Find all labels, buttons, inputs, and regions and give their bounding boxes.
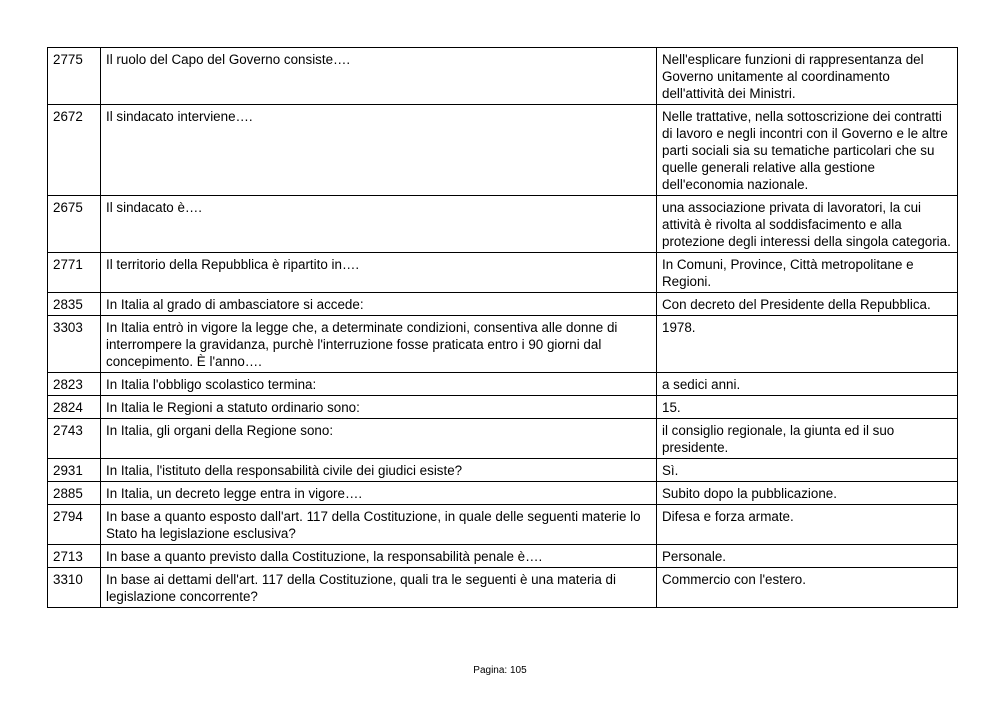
question-text: In Italia al grado di ambasciatore si accede: (101, 293, 657, 316)
table-row (48, 316, 958, 373)
question-text: Il sindacato è…. (101, 196, 657, 253)
question-text: In Italia, gli organi della Regione sono: (101, 419, 657, 459)
question-text: In base a quanto previsto dalla Costituzione, la responsabilità penale è…. (101, 545, 657, 568)
answer-text: 1978. (657, 316, 958, 373)
question-id: 2713 (48, 545, 101, 568)
answer-text: Commercio con l'estero. (657, 568, 958, 608)
table-row (48, 373, 958, 396)
answer-text: Personale. (657, 545, 958, 568)
answer-text: Con decreto del Presidente della Repubblica. (657, 293, 958, 316)
answer-text: Nell'esplicare funzioni di rappresentanza del Governo unitamente al coordinamento dell'attività dei Ministri. (657, 48, 958, 105)
question-id: 2775 (48, 48, 101, 105)
table-row (48, 505, 958, 545)
table-row (48, 196, 958, 253)
table-row (48, 253, 958, 293)
answer-text: il consiglio regionale, la giunta ed il suo presidente. (657, 419, 958, 459)
question-text: In Italia l'obbligo scolastico termina: (101, 373, 657, 396)
question-id: 2885 (48, 482, 101, 505)
answer-text: Difesa e forza armate. (657, 505, 958, 545)
question-text: In Italia le Regioni a statuto ordinario sono: (101, 396, 657, 419)
question-id: 2672 (48, 105, 101, 196)
table-body (48, 48, 958, 608)
answer-text: a sedici anni. (657, 373, 958, 396)
table-row (48, 482, 958, 505)
question-id: 2675 (48, 196, 101, 253)
question-id: 2771 (48, 253, 101, 293)
question-id: 2824 (48, 396, 101, 419)
question-text: Il sindacato interviene…. (101, 105, 657, 196)
question-text: In Italia, l'istituto della responsabilità civile dei giudici esiste? (101, 459, 657, 482)
table-row (48, 105, 958, 196)
question-id: 2835 (48, 293, 101, 316)
table-row (48, 419, 958, 459)
question-text: In base ai dettami dell'art. 117 della Costituzione, quali tra le seguenti è una materia di legislazione concorrente? (101, 568, 657, 608)
table-row (48, 293, 958, 316)
question-id: 2743 (48, 419, 101, 459)
question-answer-table (47, 47, 958, 608)
question-text: Il ruolo del Capo del Governo consiste…. (101, 48, 657, 105)
question-id: 2823 (48, 373, 101, 396)
question-id: 3310 (48, 568, 101, 608)
question-text: Il territorio della Repubblica è ripartito in…. (101, 253, 657, 293)
question-text: In Italia entrò in vigore la legge che, a determinate condizioni, consentiva alle donne di interrompere la gravidanza, purchè l'interruzione fosse praticata entro i 90 giorni dal concepimento. È l'anno…. (101, 316, 657, 373)
answer-text: In Comuni, Province, Città metropolitane e Regioni. (657, 253, 958, 293)
question-text: In Italia, un decreto legge entra in vigore…. (101, 482, 657, 505)
table-row (48, 545, 958, 568)
answer-text: Subito dopo la pubblicazione. (657, 482, 958, 505)
table-row (48, 568, 958, 608)
question-id: 2931 (48, 459, 101, 482)
question-id: 2794 (48, 505, 101, 545)
table-row (48, 396, 958, 419)
answer-text: 15. (657, 396, 958, 419)
answer-text: Nelle trattative, nella sottoscrizione dei contratti di lavoro e negli incontri con il Governo e le altre parti sociali sia su tematiche particolari che su quelle generali relative alla gestione dell'economia nazionale. (657, 105, 958, 196)
answer-text: una associazione privata di lavoratori, la cui attività è rivolta al soddisfacimento e alla protezione degli interessi della singola categoria. (657, 196, 958, 253)
question-text: In base a quanto esposto dall'art. 117 della Costituzione, in quale delle seguenti materie lo Stato ha legislazione esclusiva? (101, 505, 657, 545)
table-row (48, 459, 958, 482)
table-row (48, 48, 958, 105)
answer-text: Sì. (657, 459, 958, 482)
question-id: 3303 (48, 316, 101, 373)
page-number: Pagina: 105 (473, 665, 527, 676)
